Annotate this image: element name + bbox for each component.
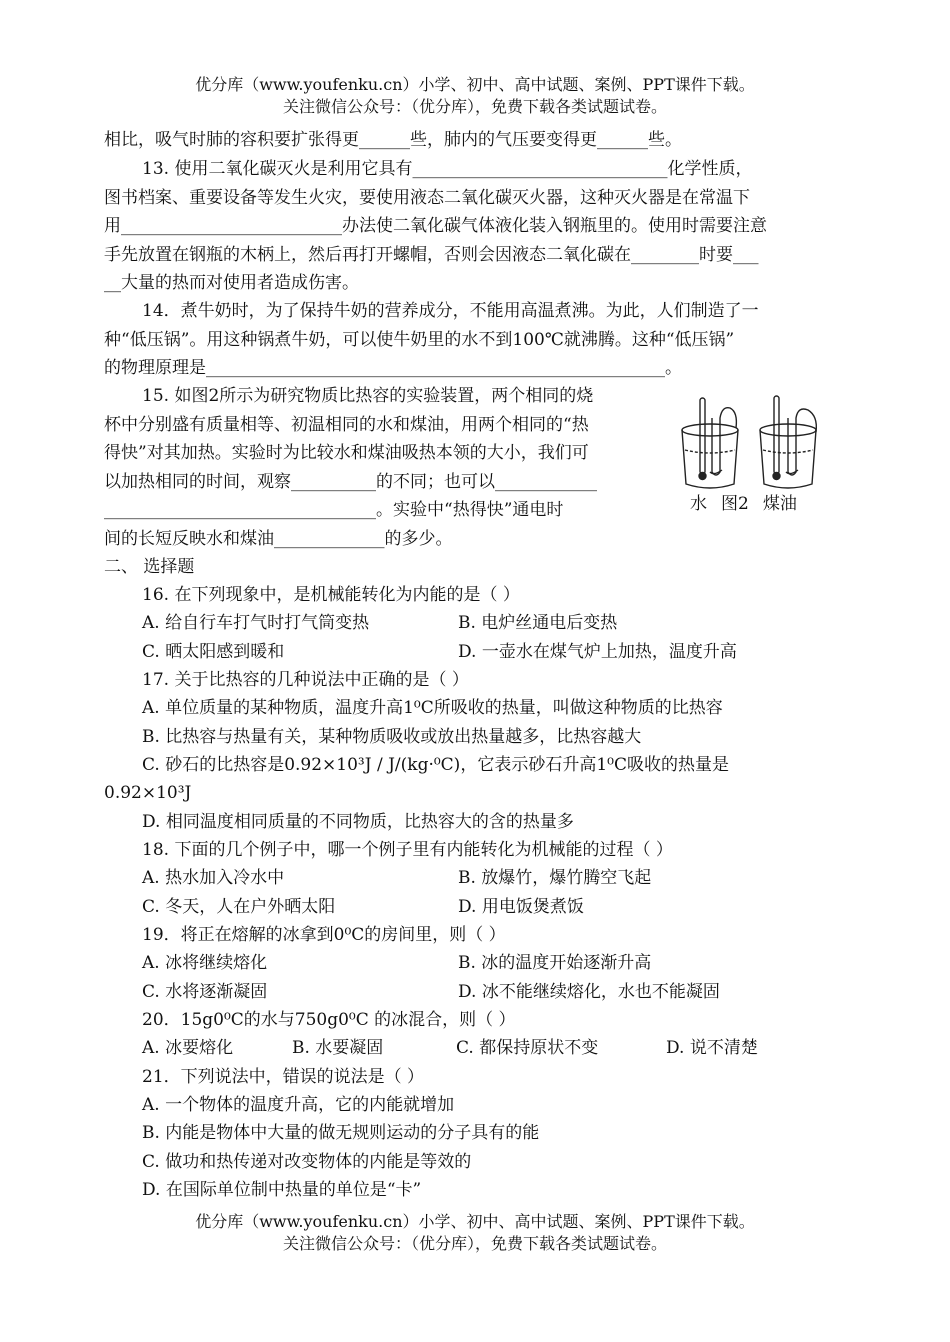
q19-option-d: D. 冰不能继续熔化，水也不能凝固	[458, 982, 720, 1002]
right-heater	[788, 409, 816, 475]
q21-option-b: B. 内能是物体中大量的做无规则运动的分子具有的能	[142, 1123, 540, 1143]
q21-stem: 21．下列说法中，错误的说法是（ ）	[142, 1067, 425, 1087]
figure-label-water: 水	[690, 494, 707, 514]
left-beaker-rim	[682, 424, 738, 436]
footer-line-1: 优分库（www.youfenku.cn）小学、初中、高中试题、案例、PPT课件下载。	[195, 1212, 755, 1231]
q14-line-3: 的物理原理是______________________________________________________。	[104, 358, 682, 378]
q15-line-5: ________________________________。实验中“热得快”通电时	[104, 500, 564, 520]
q15-line-4: 以加热相同的时间，观察__________的不同；也可以____________	[104, 472, 597, 492]
q13-line-1: 13. 使用二氧化碳灭火是利用它具有______________________________化学性质，	[142, 159, 753, 179]
q17-option-c-line-2: 0.92×10³J	[104, 783, 192, 803]
header-line-1: 优分库（www.youfenku.cn）小学、初中、高中试题、案例、PPT课件下载。	[195, 75, 755, 94]
q18-option-c: C. 冬天，人在户外晒太阳	[142, 897, 336, 917]
q21-option-a: A. 一个物体的温度升高，它的内能就增加	[142, 1095, 455, 1115]
q13-line-4: 手先放置在钢瓶的木柄上，然后再打开螺帽，否则会因液态二氧化碳在________时要___	[104, 245, 759, 265]
q13-line-2: 图书档案、重要设备等发生火灾，要使用液态二氧化碳灭火器，这种灭火器是在常温下	[104, 188, 750, 208]
footer-line-2: 关注微信公众号：（优分库），免费下载各类试题试卷。	[282, 1234, 667, 1253]
q20-option-c: C. 都保持原状不变	[456, 1038, 599, 1058]
q19-option-c: C. 水将逐渐凝固	[142, 982, 268, 1002]
q17-stem: 17. 关于比热容的几种说法中正确的是（ ）	[142, 670, 469, 690]
left-heater	[712, 408, 736, 475]
q19-option-b: B. 冰的温度开始逐渐升高	[458, 953, 652, 973]
q17-option-a: A. 单位质量的某种物质，温度升高1⁰C所吸收的热量，叫做这种物质的比热容	[142, 698, 723, 718]
figure-number: 图2	[721, 494, 749, 514]
q18-option-a: A. 热水加入冷水中	[142, 868, 285, 888]
q19-stem: 19．将正在熔解的冰拿到0⁰C的房间里，则（ ）	[142, 925, 506, 945]
q16-stem: 16. 在下列现象中，是机械能转化为内能的是（ ）	[142, 585, 520, 605]
left-water-surface	[685, 450, 735, 453]
figure-caption	[690, 492, 811, 516]
q20-stem: 20．15g0⁰C的水与750g0⁰C 的冰混合，则（ ）	[142, 1010, 516, 1030]
q17-option-c-line-1: C. 砂石的比热容是0.92×10³J / J/(kg·⁰C)，它表示砂石升高1⁰C吸收的热量是	[142, 755, 729, 775]
q15-line-2: 杯中分别盛有质量相等、初温相同的水和煤油，用两个相同的“热	[104, 415, 589, 435]
section-2-title: 二、 选择题	[104, 557, 195, 577]
q18-option-b: B. 放爆竹，爆竹腾空飞起	[458, 868, 652, 888]
q19-option-a: A. 冰将继续熔化	[142, 953, 268, 973]
q16-option-a: A. 给自行车打气时打气筒变热	[142, 613, 370, 633]
q21-option-d: D. 在国际单位制中热量的单位是“卡”	[142, 1180, 422, 1200]
q20-option-b: B. 水要凝固	[292, 1038, 384, 1058]
left-beaker-body	[682, 430, 738, 488]
q15-line-3: 得快”对其加热。实验时为比较水和煤油吸热本领的大小，我们可	[104, 443, 589, 463]
q16-option-d: D. 一壶水在煤气炉上加热，温度升高	[458, 642, 737, 662]
q16-option-c: C. 晒太阳感到暖和	[142, 642, 285, 662]
q15-line-6: 间的长短反映水和煤油_____________的多少。	[104, 529, 453, 549]
header-line-2: 关注微信公众号：（优分库），免费下载各类试题试卷。	[282, 97, 667, 116]
q17-option-b: B. 比热容与热量有关，某种物质吸收或放出热量越多，比热容越大	[142, 727, 642, 747]
q14-line-2: 种“低压锅”。用这种锅煮牛奶，可以使牛奶里的水不到100℃就沸腾。这种“低压锅”	[104, 330, 735, 350]
q21-option-c: C. 做功和热传递对改变物体的内能是等效的	[142, 1152, 472, 1172]
q18-stem: 18. 下面的几个例子中，哪一个例子里有内能转化为机械能的过程（ ）	[142, 840, 673, 860]
q17-option-d: D. 相同温度相同质量的不同物质，比热容大的含的热量多	[142, 812, 574, 832]
q20-option-a: A. 冰要熔化	[142, 1038, 234, 1058]
figure-label-kerosene: 煤油	[762, 494, 797, 514]
q14-line-1: 14．煮牛奶时，为了保持牛奶的营养成分，不能用高温煮沸。为此，人们制造了一	[142, 301, 759, 321]
q12-tail: 相比，吸气时肺的容积要扩张得更______些，肺内的气压要变得更______些。	[104, 130, 682, 150]
q18-option-d: D. 用电饭煲煮饭	[458, 897, 584, 917]
q20-option-d: D. 说不清楚	[666, 1038, 758, 1058]
q16-option-b: B. 电炉丝通电后变热	[458, 613, 618, 633]
q13-line-3: 用__________________________办法使二氧化碳气体液化装入钢瓶里的。使用时需要注意	[104, 216, 767, 236]
q15-line-1: 15. 如图2所示为研究物质比热容的实验装置，两个相同的烧	[142, 386, 594, 406]
q13-line-5: __大量的热而对使用者造成伤害。	[104, 273, 359, 293]
